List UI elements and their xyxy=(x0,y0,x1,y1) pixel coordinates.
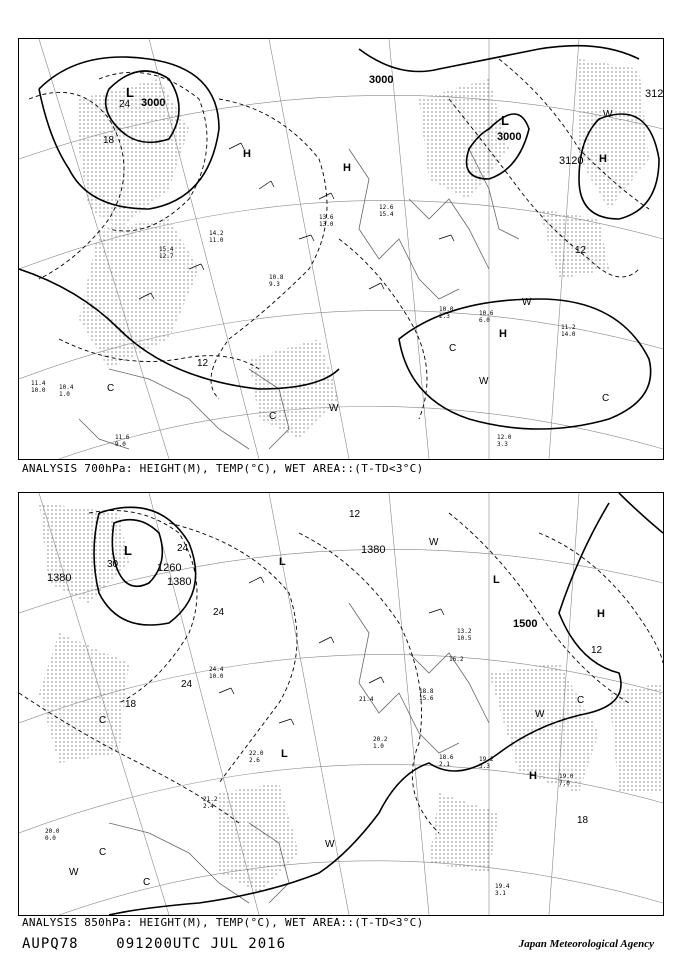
cold-center-label: C xyxy=(143,877,151,888)
isotherm-label: 18 xyxy=(577,815,589,826)
isotherm-label: 24 xyxy=(119,99,131,110)
isotherm-label: 18 xyxy=(103,135,115,146)
contour-label: 3000 xyxy=(369,74,394,86)
station-value: 1.0 xyxy=(59,391,70,398)
station-value: 19.2 xyxy=(479,756,494,763)
station-value: 3.1 xyxy=(495,890,506,897)
map-700hpa xyxy=(19,39,663,459)
warm-center-label: W xyxy=(535,709,545,720)
station-value: 11.6 xyxy=(115,434,130,441)
contour-label: 3000 xyxy=(497,131,522,143)
station-value: 13.2 xyxy=(457,628,472,635)
high-center-label: H xyxy=(599,153,607,165)
contour-label: 3120 xyxy=(559,155,584,167)
low-center-label: L xyxy=(501,113,509,128)
station-value: 13.6 xyxy=(319,214,334,221)
warm-center-label: W xyxy=(329,403,339,414)
high-center-label: H xyxy=(243,148,251,160)
cold-center-label: C xyxy=(449,343,457,354)
station-value: 15.4 xyxy=(379,211,394,218)
cold-center-label: C xyxy=(99,715,107,726)
panel-caption-700hpa: ANALYSIS 700hPa: HEIGHT(M), TEMP(°C), WET AREA::(T-TD<3°C) xyxy=(22,462,424,475)
high-center-label: H xyxy=(529,770,537,782)
station-value: 18.8 xyxy=(419,688,434,695)
bulletin-code: AUPQ78 xyxy=(22,936,79,952)
station-value: 15.6 xyxy=(419,695,434,702)
map-850hpa xyxy=(19,493,663,915)
station-value: 20.2 xyxy=(373,736,388,743)
map-panel-850hpa xyxy=(18,492,664,916)
low-center-label: L xyxy=(124,543,132,558)
warm-center-label: W xyxy=(479,376,489,387)
station-value: 10.4 xyxy=(59,384,74,391)
pressure-centers xyxy=(126,85,607,340)
cold-center-label: C xyxy=(269,411,277,422)
station-value: 14.2 xyxy=(209,230,224,237)
warm-center-label: W xyxy=(325,839,335,850)
isotherm-label: 12 xyxy=(349,509,361,520)
contour-label: 1380 xyxy=(47,572,72,584)
isotherm-label: 12 xyxy=(197,358,209,369)
isotherm-label: 24 xyxy=(181,679,193,690)
valid-time: 091200UTC JUL 2016 xyxy=(116,936,287,952)
station-value: 11.4 xyxy=(31,380,46,387)
low-center-label: L xyxy=(493,574,500,586)
cold-center-label: C xyxy=(99,847,107,858)
station-value: 9.0 xyxy=(115,441,126,448)
chart-identifier xyxy=(22,936,286,952)
station-value: 2.3 xyxy=(439,313,450,320)
station-value: 6.0 xyxy=(479,317,490,324)
low-center-label: L xyxy=(279,556,286,568)
station-value: 0.0 xyxy=(45,835,56,842)
station-value: 1.0 xyxy=(373,743,384,750)
station-value: 10.0 xyxy=(439,306,454,313)
low-center-label: L xyxy=(281,748,288,760)
wet-areas xyxy=(39,503,663,893)
isotherm-label: 30 xyxy=(107,559,119,570)
station-value: 10.5 xyxy=(457,635,472,642)
contour-label: 3000 xyxy=(141,97,166,109)
station-value: 21.4 xyxy=(359,696,374,703)
high-center-label: H xyxy=(597,608,605,620)
station-value: 7.0 xyxy=(559,780,570,787)
map-panel-700hpa xyxy=(18,38,664,460)
isotherm-label: 18 xyxy=(125,699,137,710)
station-value: 2.4 xyxy=(203,803,214,810)
contour-label: 1380 xyxy=(167,576,192,588)
cold-center-label: C xyxy=(577,695,585,706)
station-value: 12.7 xyxy=(159,253,174,260)
station-value: 10.6 xyxy=(479,310,494,317)
station-value: 11.0 xyxy=(209,237,224,244)
warm-center-label: W xyxy=(522,297,532,308)
station-plots xyxy=(219,577,444,725)
high-center-label: H xyxy=(343,162,351,174)
station-value: 9.3 xyxy=(269,281,280,288)
warm-center-label: W xyxy=(69,867,79,878)
station-value: 3.3 xyxy=(497,441,508,448)
low-center-label: L xyxy=(126,85,134,100)
station-value: 18.6 xyxy=(439,754,454,761)
isotherm-label: 12 xyxy=(591,645,603,656)
station-value: 2.1 xyxy=(439,761,450,768)
contour-label: 1380 xyxy=(361,544,386,556)
station-value: 10.0 xyxy=(209,673,224,680)
station-value: 12.0 xyxy=(497,434,512,441)
station-value: 20.0 xyxy=(45,828,60,835)
contour-label: 1260 xyxy=(157,562,182,574)
station-value: 13.0 xyxy=(319,221,334,228)
contour-label: 312 xyxy=(645,88,663,100)
cold-center-label: C xyxy=(107,383,115,394)
cold-center-label: C xyxy=(602,393,610,404)
warm-center-label: W xyxy=(429,537,439,548)
station-value: 11.2 xyxy=(561,324,576,331)
station-value: 19.4 xyxy=(495,883,510,890)
station-value: 21.2 xyxy=(203,796,218,803)
station-value: 3.3 xyxy=(479,763,490,770)
station-value: 12.6 xyxy=(379,204,394,211)
isotherm-label: 24 xyxy=(177,543,189,554)
station-value: 14.0 xyxy=(561,331,576,338)
panel-caption-850hpa: ANALYSIS 850hPa: HEIGHT(M), TEMP(°C), WET AREA::(T-TD<3°C) xyxy=(22,916,424,929)
station-value: 10.0 xyxy=(31,387,46,394)
agency-credit: Japan Meteorological Agency xyxy=(518,938,654,950)
station-value: 16.2 xyxy=(449,656,464,663)
station-value: 24.4 xyxy=(209,666,224,673)
station-value: 10.8 xyxy=(269,274,284,281)
station-value: 19.0 xyxy=(559,773,574,780)
isotherm-label: 12 xyxy=(575,245,587,256)
high-center-label: H xyxy=(499,328,507,340)
station-value: 22.0 xyxy=(249,750,264,757)
warm-center-label: W xyxy=(603,109,613,120)
station-value: 2.6 xyxy=(249,757,260,764)
isotherm-label: 24 xyxy=(213,607,225,618)
station-value: 15.4 xyxy=(159,246,174,253)
contour-label: 1500 xyxy=(513,618,538,630)
